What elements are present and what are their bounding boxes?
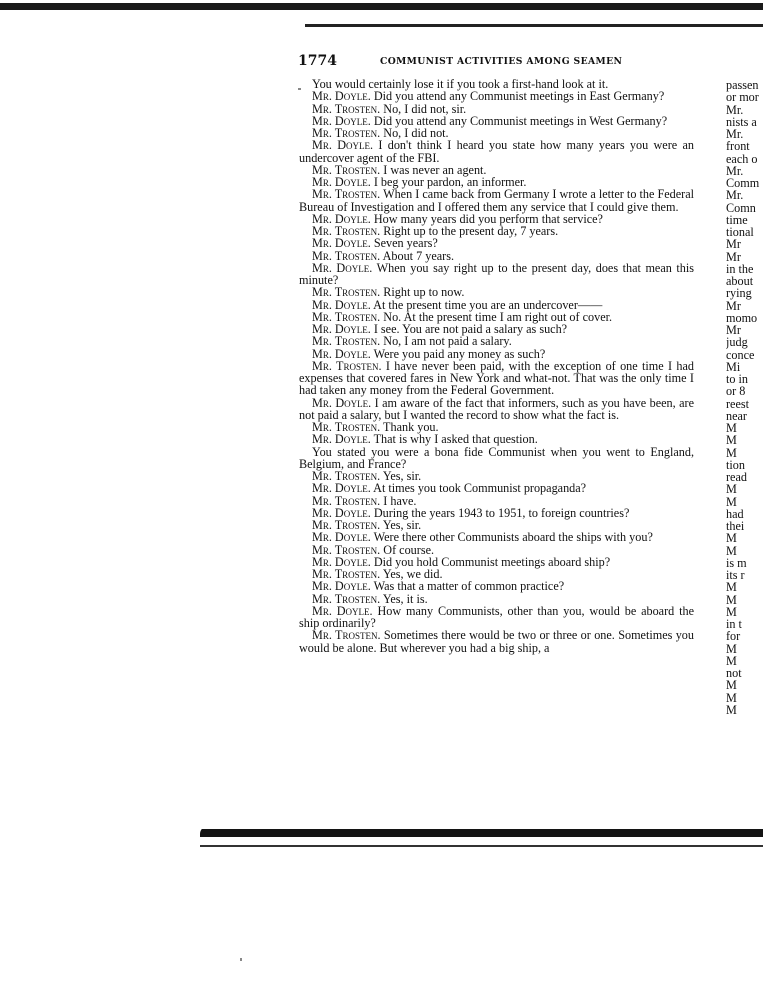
speaker-name: Mr. Trosten. — [312, 285, 381, 300]
transcript-paragraph — [299, 139, 694, 164]
adjacent-page-fragment: M — [726, 690, 737, 705]
adjacent-page-fragment: M — [726, 653, 737, 668]
bottom-page-rule-thin — [200, 845, 763, 847]
adjacent-page-fragment: conce — [726, 347, 755, 362]
speaker-name: Mr. Doyle. — [312, 505, 371, 520]
adjacent-page-fragment: Mr. — [726, 188, 744, 203]
adjacent-page-fragment: for — [726, 629, 741, 644]
adjacent-page-fragment: about — [726, 274, 754, 288]
adjacent-page-fragment: momo — [726, 310, 758, 325]
speaker-name: Mr. Trosten. — [312, 126, 381, 140]
transcript-paragraph — [299, 397, 694, 422]
transcript-paragraph — [299, 360, 694, 397]
speaker-name: Mr. Doyle. — [312, 260, 373, 275]
paragraph-text: Seven years? — [370, 236, 438, 251]
speaker-name: Mr. Trosten. — [312, 469, 381, 483]
adjacent-page-fragment: tion — [726, 457, 745, 472]
adjacent-page-fragment: M — [726, 604, 737, 619]
adjacent-page-fragment: its r — [726, 568, 745, 582]
paragraph-text: No, I did not, sir. — [380, 101, 467, 116]
adjacent-page-fragment: in t — [726, 617, 742, 631]
adjacent-page-fragment: nists a — [726, 114, 757, 129]
adjacent-page-fragment: M — [726, 580, 737, 595]
page-number: 1774 — [298, 53, 337, 69]
paragraph-text: Yes, sir. — [380, 518, 422, 532]
paragraph-text: Thank you. — [380, 420, 439, 434]
adjacent-page-fragment: M — [726, 641, 737, 656]
adjacent-page-fragment: front — [726, 139, 750, 154]
paragraph-text: How many Communists, other than you, would be aboard the ship ordinarily? — [299, 603, 694, 630]
adjacent-page-fragment: or 8 — [726, 384, 746, 399]
paragraph-text: Right up to the present day, 7 years. — [380, 224, 559, 238]
transcript-paragraph — [299, 262, 694, 287]
adjacent-page-fragment: M — [726, 702, 737, 716]
paragraph-text: When I came back from Germany I wrote a letter to the Federal Bureau of Investigation and I offered them any service that I could give them. — [299, 187, 694, 214]
paragraph-text: Were there other Communists aboard the ships with you? — [370, 530, 653, 545]
paragraph-text: Was that a matter of common practice? — [370, 579, 565, 594]
adjacent-page-fragment: near — [726, 408, 747, 423]
adjacent-page-fragment: in the — [726, 261, 754, 276]
adjacent-page-fragment: time — [726, 212, 748, 227]
transcript-paragraph — [299, 629, 694, 654]
adjacent-page-fragment: tional — [726, 225, 754, 239]
paragraph-text: Right up to now. — [380, 285, 465, 300]
speaker-name: Mr. Trosten. — [312, 628, 381, 643]
adjacent-page-fragment: M — [726, 445, 737, 460]
speaker-name: Mr. Doyle. — [312, 113, 371, 128]
speaker-name: Mr. Trosten. — [312, 162, 381, 177]
adjacent-page-fragment: to in — [726, 372, 749, 386]
adjacent-page-fragment: passen — [726, 79, 759, 92]
paragraph-text: No, I am not paid a salary. — [380, 334, 512, 349]
adjacent-page-fragment: M — [726, 531, 737, 546]
adjacent-page-fragment: is m — [726, 555, 747, 570]
adjacent-page-fragment: Mr. — [726, 163, 744, 178]
speaker-name: Mr. Doyle. — [312, 579, 371, 594]
adjacent-page-fragment: M — [726, 433, 737, 448]
adjacent-page-fragment: Mr — [726, 237, 741, 252]
speaker-name: Mr. Trosten. — [312, 542, 381, 557]
paragraph-text: Yes, sir. — [380, 469, 422, 483]
speaker-name: Mr. Trosten. — [312, 334, 381, 349]
adjacent-page-fragment: Mr — [726, 323, 741, 337]
speaker-name: Mr. Trosten. — [312, 224, 381, 238]
paragraph-text: No. At the present time I am right out of cover. — [380, 309, 613, 324]
speaker-name: Mr. Doyle. — [312, 297, 371, 312]
adjacent-page-fragment: not — [726, 666, 742, 680]
adjacent-page-fragment: read — [726, 470, 747, 484]
adjacent-page-fragment: M — [726, 421, 737, 435]
speaker-name: Mr. Trosten. — [312, 591, 381, 606]
paragraph-text: You would certainly lose it if you took a first-hand look at it. — [312, 77, 609, 91]
transcript-paragraph — [299, 605, 694, 630]
paragraph-text: Sometimes there would be two or three or one. Sometimes you would be alone. But wherever you had a big ship, a — [299, 628, 694, 655]
paragraph-text: About 7 years. — [380, 248, 455, 263]
paragraph-text: At the present time you are an undercover—— — [370, 297, 603, 312]
speaker-name: Mr. Doyle. — [312, 432, 371, 447]
speaker-name: Mr. Doyle. — [312, 395, 372, 410]
adjacent-page-fragment: M — [726, 678, 737, 693]
paragraph-text: During the years 1943 to 1951, to foreign countries? — [370, 505, 630, 520]
speaker-name: Mr. Trosten. — [312, 420, 381, 434]
paragraph-text: I beg your pardon, an informer. — [370, 175, 527, 189]
top-page-rule — [0, 0, 763, 14]
paragraph-text: Of course. — [380, 542, 435, 557]
adjacent-page-fragment: Comm — [726, 176, 760, 190]
adjacent-page-fragment: each o — [726, 151, 758, 166]
speaker-name: Mr. Trosten. — [312, 567, 381, 581]
adjacent-page-fragment: M — [726, 543, 737, 558]
speaker-name: Mr. Doyle. — [312, 211, 371, 226]
paragraph-text: Did you attend any Communist meetings in East Germany? — [370, 89, 665, 104]
speaker-name: Mr. Trosten. — [312, 101, 381, 116]
running-head: COMMUNIST ACTIVITIES AMONG SEAMEN — [380, 56, 623, 67]
paragraph-text: I have. — [380, 493, 417, 508]
adjacent-page-fragment: Mr. — [726, 127, 744, 141]
adjacent-page-fragment: thei — [726, 519, 745, 533]
speaker-name: Mr. Trosten. — [312, 187, 381, 202]
paragraph-text: That is why I asked that question. — [370, 432, 538, 447]
speaker-name: Mr. Doyle. — [312, 346, 371, 361]
adjacent-page-fragment: rying — [726, 286, 752, 301]
adjacent-page-fragment: M — [726, 592, 737, 607]
adjacent-page-fragment: M — [726, 494, 737, 509]
paragraph-text: I see. You are not paid a salary as such? — [370, 322, 568, 336]
speaker-name: Mr. Doyle. — [312, 175, 371, 189]
transcript-paragraph — [299, 188, 694, 213]
header-rule — [305, 24, 763, 27]
adjacent-page-column — [726, 79, 763, 716]
transcript-column — [299, 78, 694, 654]
paragraph-text: Were you paid any money as such? — [370, 346, 546, 361]
paragraph-text: Yes, it is. — [380, 591, 428, 606]
paragraph-text: When you say right up to the present day, does that mean this minute? — [299, 260, 694, 287]
bottom-page-rule — [200, 826, 763, 844]
transcript-paragraph — [299, 446, 694, 471]
speaker-name: Mr. Trosten. — [312, 493, 381, 508]
speaker-name: Mr. Doyle. — [312, 138, 374, 153]
adjacent-page-fragment: Mr — [726, 298, 741, 313]
adjacent-page-fragment: judg — [726, 335, 748, 350]
speaker-name: Mr. Doyle. — [312, 322, 371, 336]
speaker-name: Mr. Trosten. — [312, 309, 381, 324]
paragraph-text: No, I did not. — [380, 126, 449, 140]
paragraph-text: Yes, we did. — [380, 567, 443, 581]
paragraph-text: Did you attend any Communist meetings in West Germany? — [370, 113, 668, 128]
speaker-name: Mr. Doyle. — [312, 481, 371, 496]
speaker-name: Mr. Doyle. — [312, 236, 371, 251]
adjacent-page-fragment: or mor — [726, 90, 759, 105]
speaker-name: Mr. Doyle. — [312, 89, 371, 104]
speaker-name: Mr. Doyle. — [312, 530, 371, 545]
scan-speck — [240, 958, 242, 961]
speaker-name: Mr. Trosten. — [312, 358, 382, 373]
paragraph-text: I was never an agent. — [380, 162, 487, 177]
scan-speck — [298, 88, 301, 90]
adjacent-page-fragment: Mi — [726, 359, 741, 374]
paragraph-text: I have never been paid, with the exception of one time I had expenses that covered fares in New York and what-not. That was the only time I had taken any money from the Federal Government. — [299, 358, 694, 398]
paragraph-text: I don't think I heard you state how many years you were an undercover agent of the FBI. — [299, 138, 694, 165]
paragraph-text: Did you hold Communist meetings aboard ship? — [370, 554, 611, 569]
adjacent-page-fragment: Comn — [726, 200, 756, 215]
speaker-name: Mr. Doyle. — [312, 554, 371, 569]
speaker-name: Mr. Trosten. — [312, 518, 381, 532]
speaker-name: Mr. Trosten. — [312, 248, 381, 263]
paragraph-text: At times you took Communist propaganda? — [370, 481, 587, 496]
adjacent-page-fragment: reest — [726, 396, 750, 411]
adjacent-page-fragment: Mr — [726, 249, 741, 264]
speaker-name: Mr. Doyle. — [312, 603, 373, 618]
adjacent-page-fragment: had — [726, 506, 744, 521]
paragraph-text: You stated you were a bona fide Communist when you went to England, Belgium, and France? — [299, 444, 694, 471]
adjacent-page-fragment: Mr. — [726, 102, 744, 117]
paragraph-text: How many years did you perform that service? — [370, 211, 603, 226]
adjacent-page-fragment: M — [726, 482, 737, 497]
paragraph-text: I am aware of the fact that informers, such as you have been, are not paid a salary, but I wanted the record to show what the fact is. — [299, 395, 694, 422]
